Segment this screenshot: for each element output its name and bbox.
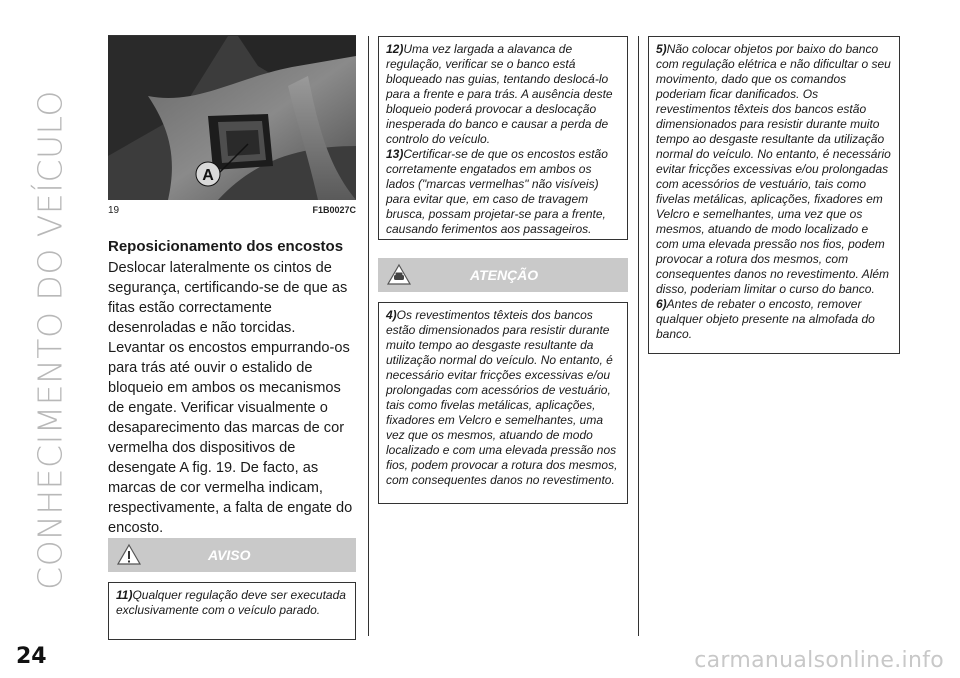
atencao-label: ATENÇÃO [470,267,539,283]
note-12-text: Uma vez largada a alavanca de regulação, verificar se o banco está bloqueado nas guias, tentando deslocá-lo para a frente e para trás. A ausência deste bloqueio poderá provocar a deslocação inesperada do banco e causar a perda de controlo do veículo. [386,42,613,146]
note-12-number: 12) [386,42,404,56]
atencao-band [378,258,628,292]
note-11-number: 11) [116,588,133,602]
note-13-number: 13) [386,147,404,161]
car-warning-icon [386,262,412,288]
site-watermark: carmanualsonline.info [694,648,944,673]
note-5-text: Não colocar objetos por baixo do banco com regulação elétrica e não dificultar o seu movimento, dado que os comandos poderiam ficar danificados. Os revestimentos têxteis dos bancos estão dimensionados para resistir durante muito tempo ao desgaste resultante da utilização normal do veículo. No entanto, é necessário evitar fricções excessivas e/ou prolongadas com acessórios de vestuário, tais como fivelas metálicas, aplicações, fixadores em Velcro e semelhantes, uma vez que os mesmos, atuando de modo localizado e com uma elevada pressão nos fios, podem provocar a rotura dos mesmos, com consequentes danos no revestimento. Além disso, poderiam limitar o curso do banco. [656,42,891,296]
warning-icon [116,542,142,568]
notes-12-13-box [378,36,628,240]
paragraph-1: Deslocar lateralmente os cintos de segurança, certificando-se de que as fitas estão correctamente desenroladas e não torcidas. [108,260,348,336]
section-heading: Reposicionamento dos encostos [108,238,344,255]
figure-seat-release [108,36,356,200]
side-section-title: CONHECIMENTO DO VEÍCULO [30,90,70,590]
notes-5-6-box [648,36,900,354]
column-divider-2 [638,36,639,636]
figure-caption [108,205,356,219]
seat-photo-illustration [108,36,356,200]
callout-a: A [202,167,214,184]
figure-code: F1B0027C [312,205,356,215]
atencao-note-box [378,302,628,504]
note-11-text: Qualquer regulação deve ser executada exclusivamente com o veículo parado. [116,588,346,617]
note-6-text: Antes de rebater o encosto, remover qualquer objeto presente na almofada do banco. [656,297,875,341]
note-13-text: Certificar-se de que os encostos estão corretamente engatados em ambos os lados ("marcas vermelhas" não visíveis) para evitar que, em caso de travagem brusca, possam projetar-se para a frente, causando ferimentos aos passageiros. [386,147,608,236]
column-divider-1 [368,36,369,636]
note-6-number: 6) [656,297,667,311]
note-4-number: 4) [386,308,397,322]
page-number: 24 [16,644,47,669]
aviso-label: AVISO [208,547,251,563]
note-5-number: 5) [656,42,667,56]
note-4-text: Os revestimentos têxteis dos bancos estão dimensionados para resistir durante muito tempo ao desgaste resultante da utilização normal do veículo. No entanto, é necessário evitar fricções excessivas e/ou prolongadas com acessórios de vestuário, tais como fivelas metálicas, aplicações, fixadores em Velcro e semelhantes, uma vez que os mesmos, atuando de modo localizado e com uma elevada pressão nos fios, podem provocar a rotura dos mesmos, com consequentes danos no revestimento. [386,308,618,487]
aviso-band [108,538,356,572]
figure-number: 19 [108,205,120,216]
aviso-note-box [108,582,356,640]
paragraph-2: Levantar os encostos empurrando-os para trás até ouvir o estalido de bloqueio em ambos os mecanismos de engate. Verificar visualmente o desaparecimento das marcas de cor vermelha dos dispositivos de desengate A fig. 19. De facto, as marcas de cor vermelha indicam, respectivamente, a falta de engate do encosto. [108,340,353,536]
